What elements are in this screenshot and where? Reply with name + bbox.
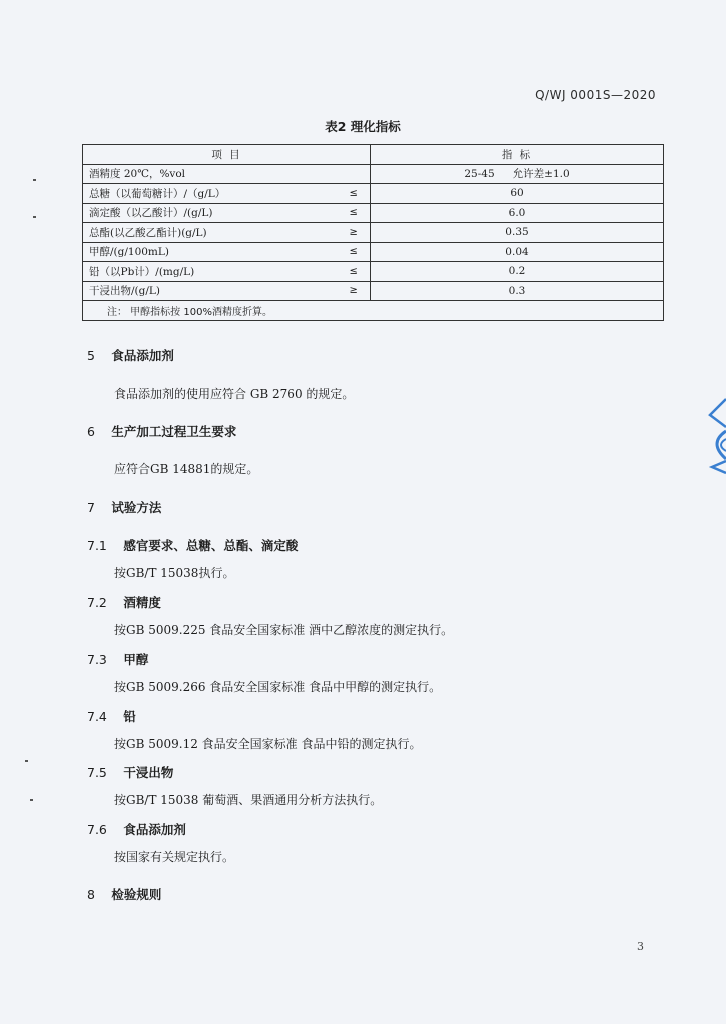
table-row: [83, 223, 664, 243]
section-title: 试验方法: [111, 500, 162, 515]
table-row: [83, 262, 664, 282]
table-title: 表2 理化指标: [325, 119, 401, 134]
document-code: Q/WJ 0001S—2020: [535, 88, 656, 102]
section-heading-6: [87, 422, 236, 440]
section-text-7-3: 按GB 5009.266 食品安全国家标准 食品中甲醇的测定执行。: [114, 680, 442, 694]
section-heading-7-1: [87, 536, 298, 554]
row-item: 酒精度 20℃，%vol: [83, 164, 338, 184]
row-item: 总酯(以乙酸乙酯计)(g/L): [83, 223, 338, 243]
table-row: [83, 242, 664, 262]
column-header-value: 指 标: [371, 145, 664, 165]
row-tolerance: 允许差±1.0: [512, 168, 570, 181]
section-number: 7: [87, 500, 95, 515]
table-note: 注： 甲醇指标按 100%酒精度折算。: [83, 301, 664, 321]
section-number: 5: [87, 348, 95, 363]
table-row: [83, 164, 664, 184]
section-text-7-5: 按GB/T 15038 葡萄酒、果酒通用分析方法执行。: [114, 793, 383, 807]
section-number: 7.5: [87, 765, 107, 780]
section-number: 7.3: [87, 652, 107, 667]
row-value: 6.0: [371, 203, 664, 223]
section-number: 8: [87, 887, 95, 902]
section-title: 生产加工过程卫生要求: [111, 424, 237, 439]
row-operator: ≤: [338, 242, 371, 262]
section-heading-7-6: [87, 820, 186, 838]
row-operator: ≤: [338, 203, 371, 223]
section-number: 7.6: [87, 822, 107, 837]
row-value: 60: [371, 184, 664, 204]
section-heading-7-2: [87, 593, 161, 611]
table-header-row: [83, 145, 664, 165]
section-heading-5: [87, 346, 174, 364]
table-row: [83, 203, 664, 223]
row-operator: ≥: [338, 223, 371, 243]
row-item: 干浸出物/(g/L): [83, 281, 338, 301]
page-number: 3: [637, 940, 644, 953]
section-title: 铅: [123, 709, 136, 724]
table-row: [83, 184, 664, 204]
section-title: 酒精度: [123, 595, 161, 610]
row-operator: ≤: [338, 184, 371, 204]
section-text-5: 食品添加剂的使用应符合 GB 2760 的规定。: [114, 387, 355, 401]
table-row: [83, 281, 664, 301]
row-value: 0.2: [371, 262, 664, 282]
section-text-7-2: 按GB 5009.225 食品安全国家标准 酒中乙醇浓度的测定执行。: [114, 623, 454, 637]
physicochemical-spec-table: [82, 144, 664, 321]
row-value-text: 25-45: [464, 168, 495, 181]
section-heading-7-4: [87, 707, 136, 725]
row-item: 铅（以Pb计）/(mg/L): [83, 262, 338, 282]
row-operator: [338, 164, 371, 184]
scan-mark: [33, 216, 36, 218]
section-text-7-4: 按GB 5009.12 食品安全国家标准 食品中铅的测定执行。: [114, 737, 422, 751]
section-text-7-6: 按国家有关规定执行。: [114, 850, 235, 864]
section-number: 7.2: [87, 595, 107, 610]
section-heading-7: [87, 498, 161, 516]
section-text-6: 应符合GB 14881的规定。: [114, 462, 259, 476]
section-heading-7-5: [87, 763, 173, 781]
section-number: 6: [87, 424, 95, 439]
seal-stamp-icon: [704, 395, 726, 475]
row-value: 0.35: [371, 223, 664, 243]
row-operator: ≤: [338, 262, 371, 282]
scan-mark: [33, 179, 36, 181]
section-heading-8: [87, 885, 161, 903]
section-title: 食品添加剂: [111, 348, 174, 363]
row-item: 甲醇/(g/100mL): [83, 242, 338, 262]
row-operator: ≥: [338, 281, 371, 301]
section-title: 感官要求、总糖、总酯、滴定酸: [123, 538, 299, 553]
section-title: 甲醇: [123, 652, 149, 667]
row-value: 0.3: [371, 281, 664, 301]
section-number: 7.1: [87, 538, 107, 553]
column-header-item: 项 目: [83, 145, 371, 165]
row-item: 滴定酸（以乙酸计）/(g/L): [83, 203, 338, 223]
section-heading-7-3: [87, 650, 148, 668]
scan-mark: [30, 799, 33, 801]
table-note-row: [83, 301, 664, 321]
section-title: 检验规则: [111, 887, 162, 902]
section-title: 食品添加剂: [123, 822, 186, 837]
row-value: 0.04: [371, 242, 664, 262]
row-item: 总糖（以葡萄糖计）/（g/L）: [83, 184, 338, 204]
section-title: 干浸出物: [123, 765, 174, 780]
section-number: 7.4: [87, 709, 107, 724]
scan-mark: [25, 760, 28, 762]
row-value: [371, 164, 664, 184]
section-text-7-1: 按GB/T 15038执行。: [114, 566, 235, 580]
